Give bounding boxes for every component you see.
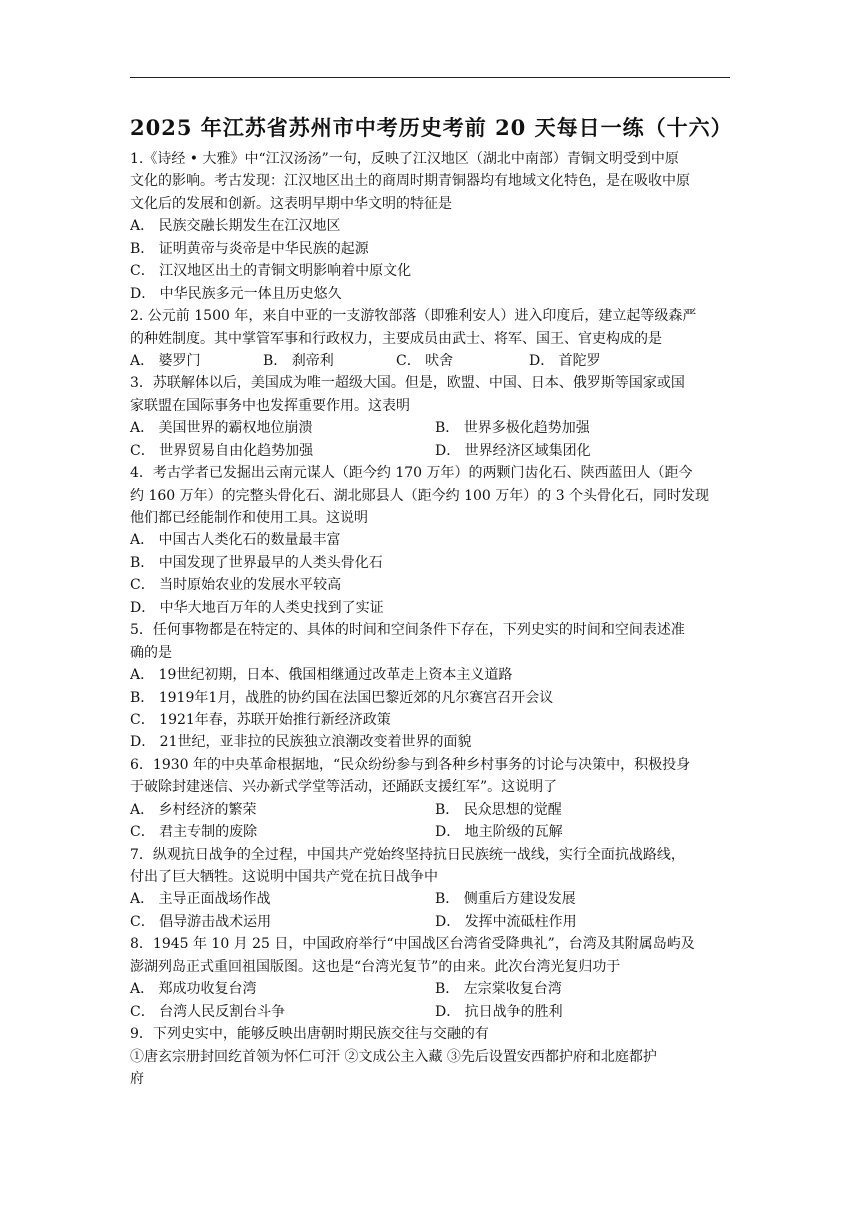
option-d: D． 世界经济区域集团化: [435, 442, 591, 459]
option-d: D． 发挥中流砥柱作用: [435, 913, 577, 930]
option-a: A． 主导正面战场作战: [130, 891, 271, 908]
option-b: B． 中国发现了世界最早的人类头骨化石: [130, 554, 383, 571]
option-a: A． 19世纪初期，日本、俄国相继通过改革走上资本主义道路: [130, 667, 513, 684]
question-text: 他们都已经能制作和使用工具。这说明: [130, 510, 368, 526]
question-text: 于破除封建迷信、兴办新式学堂等活动，还踊跃支援红军”。这说明了: [130, 779, 558, 796]
question-text: 的种姓制度。其中掌管军事和行政权力，主要成员由武士、将军、国王、官吏构成的是: [130, 330, 662, 347]
question-text: 家联盟在国际事务中也发挥重要作用。这表明: [130, 397, 410, 414]
option-row: [130, 911, 732, 933]
question-3: [130, 372, 732, 462]
option-b: B． 证明黄帝与炎帝是中华民族的起源: [130, 240, 369, 257]
option-c: C． 世界贸易自由化趋势加强: [130, 442, 314, 459]
question-text: 确的是: [130, 644, 172, 661]
header-rule: [130, 77, 730, 78]
option-a: A． 美国世界的霸权地位崩溃: [130, 420, 313, 437]
question-6: [130, 754, 732, 844]
option-c: C． 1921年春，苏联开始推行新经济政策: [130, 711, 391, 728]
question-8: [130, 933, 732, 1023]
question-text: 1.《诗经 • 大雅》中“江汉汤汤”一句，反映了江汉地区（湖北中南部）青铜文明受到中原: [130, 151, 679, 167]
option-d: D． 中华大地百万年的人类史找到了实证: [130, 599, 384, 616]
question-text: 7．纵观抗日战争的全过程，中国共产党始终坚持抗日民族统一战线，实行全面抗战路线，: [130, 846, 685, 863]
option-d: D． 地主阶级的瓦解: [435, 824, 563, 841]
question-7: [130, 844, 732, 934]
option-b: B． 世界多极化趋势加强: [435, 420, 590, 437]
option-a: A． 婆罗门: [130, 352, 201, 369]
question-text: 文化后的发展和创新。这表明早期中华文明的特征是: [130, 195, 452, 212]
question-list: [130, 148, 732, 1090]
option-row: [130, 799, 732, 821]
option-c: C． 倡导游击战术运用: [130, 913, 272, 930]
question-9: [130, 1023, 732, 1090]
option-b: B． 1919年1月，战胜的协约国在法国巴黎近郊的凡尔赛宫召开会议: [130, 689, 554, 706]
option-c: C． 台湾人民反割台斗争: [130, 1003, 286, 1020]
question-text: 5．任何事物都是在特定的、具体的时间和空间条件下存在，下列史实的时间和空间表述准: [130, 622, 685, 639]
option-c: C． 当时原始农业的发展水平较高: [130, 577, 342, 594]
question-text: 4．考古学者已发掘出云南元谋人（距今约 170 万年）的两颗门齿化石、陕西蓝田人（距今: [130, 465, 693, 482]
page-title: 2025 年江苏省苏州市中考历史考前 20 天每日一练（十六）: [130, 115, 733, 140]
option-row: [130, 440, 732, 462]
option-b: B． 侧重后方建设发展: [435, 891, 576, 908]
question-text: 2. 公元前 1500 年，来自中亚的一支游牧部落（即雅利安人）进入印度后，建立起等级森严: [130, 308, 697, 325]
option-c: C． 江汉地区出土的青铜文明影响着中原文化: [130, 263, 412, 280]
option-c: C． 君主专制的废除: [130, 824, 258, 841]
option-b: B． 民众思想的觉醒: [435, 801, 562, 818]
option-a: A． 乡村经济的繁荣: [130, 801, 257, 818]
option-row: [130, 417, 732, 439]
question-4: [130, 462, 732, 619]
option-b: B． 左宗棠收复台湾: [435, 981, 562, 998]
option-c: C． 吠舍: [396, 352, 454, 369]
option-d: D． 抗日战争的胜利: [435, 1003, 563, 1020]
option-a: A． 中国古人类化石的数量最丰富: [130, 532, 341, 549]
question-text: 澎湖列岛正式重回祖国版图。这也是“台湾光复节”的由来。此次台湾光复归功于: [130, 958, 621, 975]
question-text: 3．苏联解体以后，美国成为唯一超级大国。但是，欧盟、中国、日本、俄罗斯等国家或国: [130, 375, 685, 392]
question-2: [130, 305, 732, 372]
option-a: A． 民族交融长期发生在江汉地区: [130, 218, 341, 235]
question-text: 9．下列史实中，能够反映出唐朝时期民族交往与交融的有: [130, 1026, 489, 1043]
question-text: 府: [130, 1070, 144, 1087]
question-text: 6．1930 年的中央革命根据地，“民众纷纷参与到各种乡村事务的讨论与决策中，积极投身: [130, 756, 691, 773]
option-a: A． 郑成功收复台湾: [130, 981, 257, 998]
option-row: [130, 821, 732, 843]
question-5: [130, 619, 732, 754]
question-text: ①唐玄宗册封回纥首领为怀仁可汗 ②文成公主入藏 ③先后设置安西都护府和北庭都护: [130, 1048, 657, 1065]
option-row: [130, 1001, 732, 1023]
question-text: 付出了巨大牺牲。这说明中国共产党在抗日战争中: [130, 869, 438, 885]
question-text: 文化的影响。考古发现：江汉地区出土的商周时期青铜器均有地域文化特色，是在吸收中原: [130, 173, 690, 190]
option-row: [130, 978, 732, 1000]
question-text: 约 160 万年）的完整头骨化石、湖北郧县人（距今约 100 万年）的 3 个头骨化石，同时发现: [130, 487, 710, 504]
option-d: D． 中华民族多元一体且历史悠久: [130, 285, 342, 302]
option-row: [130, 350, 732, 372]
option-row: [130, 888, 732, 910]
question-text: 8．1945 年 10 月 25 日，中国政府举行“中国战区台湾省受降典礼”，台湾及其附属岛屿及: [130, 936, 695, 953]
option-d: D． 首陀罗: [529, 352, 601, 369]
question-1: [130, 148, 732, 305]
option-b: B． 刹帝利: [263, 352, 334, 369]
option-d: D． 21世纪，亚非拉的民族独立浪潮改变着世界的面貌: [130, 734, 472, 751]
